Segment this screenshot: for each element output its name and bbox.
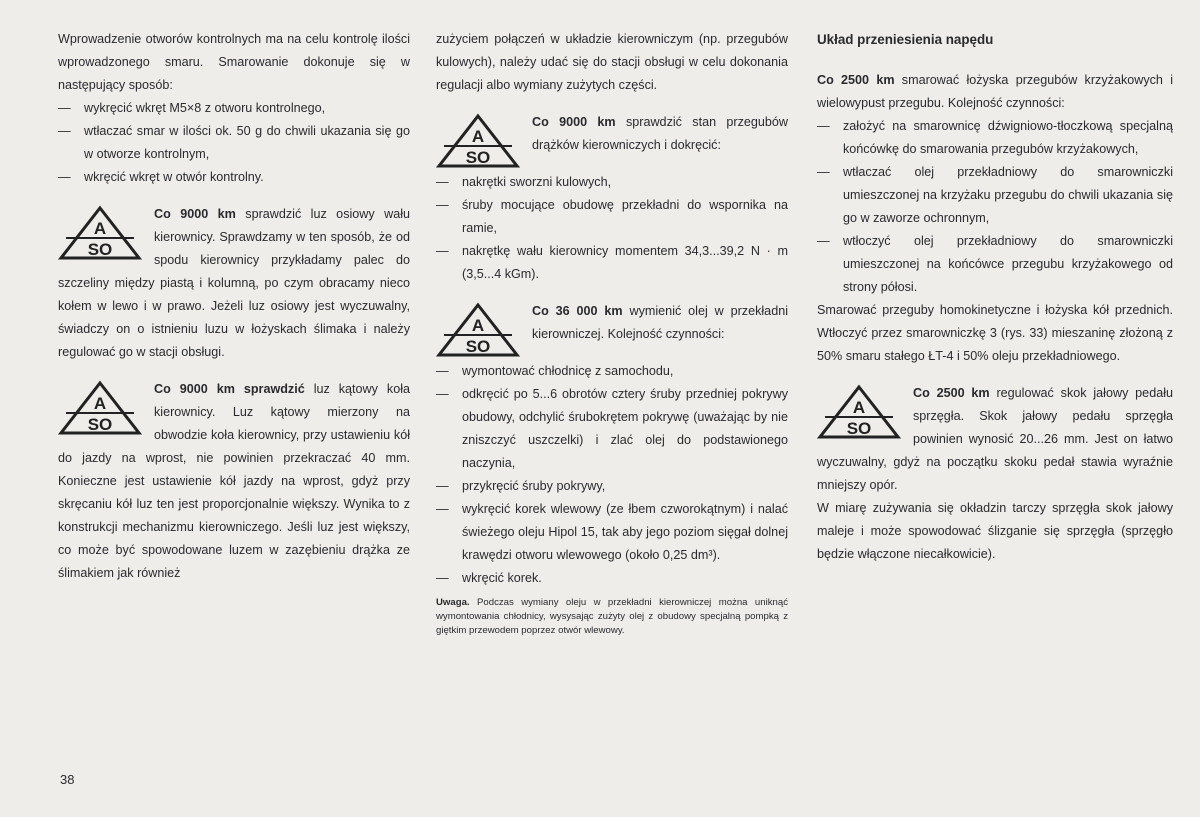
- paragraph-intro: zużyciem połączeń w układzie kierowniczym (np. przegubów kulowych), należy udać się do stacji obsługi w celu dokonania regulacji albo wymiany zużytych części.: [436, 32, 788, 92]
- service-paragraph: Co 2500 km regulować skok jałowy pedału sprzęgła. Skok jałowy pedału sprzęgła powinien wynosić 20...26 mm. Jest on łatwo wyczuwalny, gdyż na początku skoku pedał stawia wyraźnie mniejszy opór.: [817, 386, 1173, 492]
- column-middle: [436, 28, 788, 638]
- list-item: — nakrętkę wału kierownicy momentem 34,3...39,2 N · m (3,5...4 kGm).: [436, 244, 788, 281]
- service-block: [817, 382, 1173, 497]
- paragraph: Smarować przeguby homokinetyczne i łożyska kół przednich. Wtłoczyć przez smarowniczkę 3 (rys. 33) mieszaninę złożoną z 50% smaru stałego ŁT-4 i 50% oleju przekładniowego.: [817, 303, 1173, 363]
- service-paragraph: Co 9000 km sprawdzić luz kątowy koła kierownicy. Luz kątowy mierzony na obwodzie koła kierownicy, przy ustawieniu kół do jazdy na wprost, nie powinien przekraczać 40 mm. Konieczne jest ustawienie kół jazdy na wprost, gdyż przy skręcaniu kół luz ten jest proporcjonalnie większy. Wynika to z konstrukcji mechanizmu kierowniczego. Jeśli luz jest większy, co może być spowodowane luzem w zazębieniu drążka ze ślimakiem jak również: [58, 382, 410, 580]
- service-paragraph: Co 2500 km smarować łożyska przegubów krzyżakowych i wielowypust przegubu. Kolejność czynności:: [817, 73, 1173, 110]
- list-item: — wtłoczyć olej przekładniowy do smarowniczki umieszczonej na końcówce przegubu krzyżakowego od strony półosi.: [817, 234, 1173, 294]
- list-item: — założyć na smarownicę dźwigniowo-tłoczkową specjalną końcówkę do smarowania przegubów krzyżakowych,: [817, 119, 1173, 156]
- paragraph-intro: Wprowadzenie otworów kontrolnych ma na celu kontrolę ilości wprowadzonego smaru. Smarowanie dokonuje się w następujący sposób:: [58, 32, 410, 92]
- service-paragraph: Co 36 000 km wymienić olej w przekładni kierowniczej. Kolejność czynności:: [532, 304, 788, 341]
- svg-text:SO: SO: [465, 148, 491, 167]
- list-item: — wykręcić wkręt M5×8 z otworu kontrolnego,: [58, 101, 326, 115]
- aso-service-icon: [436, 113, 520, 169]
- svg-text:A: A: [471, 127, 485, 146]
- svg-text:A: A: [93, 394, 107, 413]
- service-block: [58, 378, 410, 585]
- section-heading: Układ przeniesienia napędu: [817, 32, 994, 47]
- list-item: — wtłaczać smar w ilości ok. 50 g do chwili ukazania się go w otworze kontrolnym,: [58, 124, 410, 161]
- aso-service-icon: [817, 384, 901, 440]
- list-item: — śruby mocujące obudowę przekładni do wspornika na ramie,: [436, 198, 788, 235]
- column-right: [817, 28, 1173, 566]
- paragraph: W miarę zużywania się okładzin tarczy sprzęgła skok jałowy maleje i może spowodować ślizganie się sprzęgła (sprzęgło będzie włączone niecałkowicie).: [817, 501, 1173, 561]
- svg-text:A: A: [852, 398, 866, 417]
- service-paragraph: Co 9000 km sprawdzić stan przegubów drążków kierowniczych i dokręcić:: [532, 115, 789, 152]
- service-block: [58, 203, 410, 364]
- service-block: [436, 300, 788, 360]
- note: Uwaga. Podczas wymiany oleju w przekładni kierowniczej można uniknąć wymontowania chłodnicy, wysysając zużyty olej z obudowy specjalną pompką z giętkim przewodem poprzez otwór wlewowy.: [436, 597, 788, 636]
- list-item: — wymontować chłodnicę z samochodu,: [436, 364, 674, 378]
- list-item: — wykręcić korek wlewowy (ze łbem czworokątnym) i nalać świeżego oleju Hipol 15, tak aby jego poziom sięgał dolnej krawędzi otworu wlewowego (około 0,25 dm³).: [436, 502, 788, 562]
- svg-text:SO: SO: [846, 419, 872, 438]
- list-item: — przykręcić śruby pokrywy,: [436, 479, 606, 493]
- svg-text:A: A: [93, 219, 107, 238]
- list-item: — odkręcić po 5...6 obrotów cztery śruby przedniej pokrywy obudowy, odchylić śrubokrętem pokrywę (uważając by nie zniszczyć uszczelki) i zlać olej do podstawionego naczynia,: [436, 387, 788, 470]
- svg-text:SO: SO: [87, 415, 113, 434]
- list-item: — wtłaczać olej przekładniowy do smarowniczki umieszczonej na krzyżaku przegubu do chwili ukazania się go w zaworze ochronnym,: [817, 165, 1173, 225]
- list-item: — wkręcić korek.: [436, 571, 542, 585]
- svg-text:SO: SO: [87, 240, 113, 259]
- service-block: [436, 111, 788, 171]
- svg-text:SO: SO: [465, 337, 491, 356]
- svg-text:A: A: [471, 316, 485, 335]
- page-number: 38: [60, 772, 75, 787]
- aso-service-icon: [58, 380, 142, 436]
- column-left: [58, 28, 410, 585]
- list-item: — nakrętki sworzni kulowych,: [436, 175, 612, 189]
- service-paragraph: Co 9000 km sprawdzić luz osiowy wału kierownicy. Sprawdzamy w ten sposób, że od spodu kierownicy przykładamy palec do szczeliny między piastą i kolumną, po czym obracamy nieco kołem w lewo i w prawo. Jeżeli luz osiowy jest wyczuwalny, świadczy on o istnieniu luzu w łożyskach ślimaka i należy regulować go w stacji obsługi.: [58, 207, 410, 359]
- aso-service-icon: [436, 302, 520, 358]
- aso-service-icon: [58, 205, 142, 261]
- list-item: — wkręcić wkręt w otwór kontrolny.: [58, 170, 264, 184]
